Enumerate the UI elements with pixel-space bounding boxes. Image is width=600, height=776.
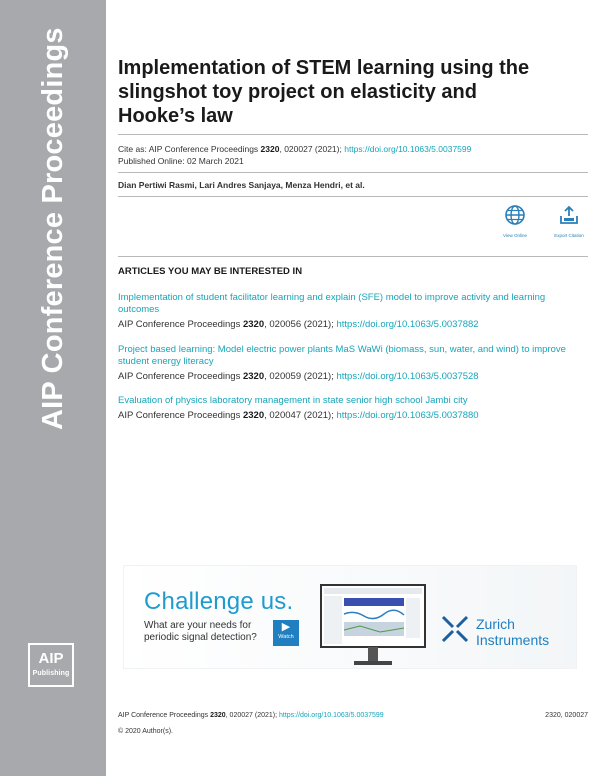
advertisement-banner[interactable] — [124, 566, 576, 668]
related-cite-rest: , 020047 (2021); — [264, 410, 337, 421]
related-article-title-link[interactable]: Implementation of student facilitator learning and explain (SFE) model to improve activity and learning outcomes — [118, 292, 546, 315]
related-cite-rest: , 020059 (2021); — [264, 371, 337, 382]
related-articles-heading: ARTICLES YOU MAY BE INTERESTED IN — [118, 266, 303, 277]
related-volume: 2320 — [242, 371, 265, 382]
view-online-button[interactable] — [495, 204, 535, 238]
watch-label: Watch — [278, 634, 294, 640]
footer-page-ref: 2320, 020027 — [545, 712, 588, 719]
monitor-icon — [320, 584, 426, 668]
footer-journal: AIP Conference Proceedings — [118, 712, 211, 719]
footer-citation — [118, 712, 384, 719]
section-divider — [118, 256, 588, 257]
related-doi-link[interactable]: https://doi.org/10.1063/5.0037880 — [336, 410, 479, 421]
published-date: Published Online: 02 March 2021 — [118, 156, 244, 166]
related-volume: 2320 — [242, 319, 265, 330]
aip-publishing-logo[interactable] — [28, 643, 74, 687]
citation-divider — [118, 172, 588, 173]
zurich-instruments-logo-icon — [440, 614, 470, 644]
journal-title: AIP Conference Proceedings — [37, 27, 69, 430]
copyright: © 2020 Author(s). — [118, 728, 173, 735]
authors-line: Dian Pertiwi Rasmi, Lari Andres Sanjaya, Menza Hendri, et al. — [118, 180, 365, 190]
related-cite-rest: , 020056 (2021); — [264, 319, 337, 330]
ad-subtext: What are your needs for periodic signal detection? — [144, 620, 257, 643]
export-icon — [558, 204, 580, 226]
cite-line — [118, 143, 471, 155]
related-article-citation — [118, 409, 588, 422]
related-doi-link[interactable]: https://doi.org/10.1063/5.0037882 — [336, 319, 479, 330]
related-doi-link[interactable]: https://doi.org/10.1063/5.0037528 — [336, 371, 479, 382]
article-doi-link[interactable]: https://doi.org/10.1063/5.0037599 — [344, 144, 472, 154]
globe-icon — [504, 204, 526, 226]
related-article-citation — [118, 318, 588, 331]
export-citation-label: Export Citation — [554, 233, 584, 238]
related-journal: AIP Conference Proceedings — [118, 319, 243, 330]
logo-main-text: AIP — [38, 650, 64, 667]
related-article-title-link[interactable]: Project based learning: Model electric power plants MaS WaWi (biomass, sun, water, and wind) to improve student energy literacy — [118, 344, 566, 367]
watch-button[interactable] — [273, 620, 299, 646]
brand-line-1: Zurich — [476, 616, 515, 632]
brand-line-2: Instruments — [476, 632, 550, 648]
brand-name — [476, 616, 549, 648]
footer-doi-link[interactable]: https://doi.org/10.1063/5.0037599 — [279, 712, 384, 719]
cite-rest: , 020027 (2021); — [279, 144, 345, 154]
related-volume: 2320 — [242, 410, 265, 421]
related-article — [118, 344, 588, 383]
related-journal: AIP Conference Proceedings — [118, 371, 243, 382]
related-journal: AIP Conference Proceedings — [118, 410, 243, 421]
article-title: Implementation of STEM learning using the slingshot toy project on elasticity and Hooke’s law — [118, 57, 530, 127]
cite-volume: 2320 — [260, 144, 280, 154]
play-icon: ▶ — [281, 621, 291, 633]
logo-sub-text: Publishing — [32, 670, 70, 677]
related-article-citation — [118, 370, 588, 383]
journal-sidebar — [0, 0, 106, 776]
related-article — [118, 395, 588, 422]
related-article — [118, 292, 588, 331]
ad-headline: Challenge us. — [144, 588, 294, 615]
cite-prefix: Cite as: AIP Conference Proceedings — [118, 144, 261, 154]
footer-volume: 2320 — [210, 712, 226, 719]
view-online-label: View Online — [503, 233, 527, 238]
title-divider — [118, 134, 588, 135]
authors-divider — [118, 196, 588, 197]
export-citation-button[interactable] — [549, 204, 589, 238]
related-article-title-link[interactable]: Evaluation of physics laboratory management in state senior high school Jambi city — [118, 395, 468, 406]
footer-cite-rest: , 020027 (2021); — [225, 712, 279, 719]
